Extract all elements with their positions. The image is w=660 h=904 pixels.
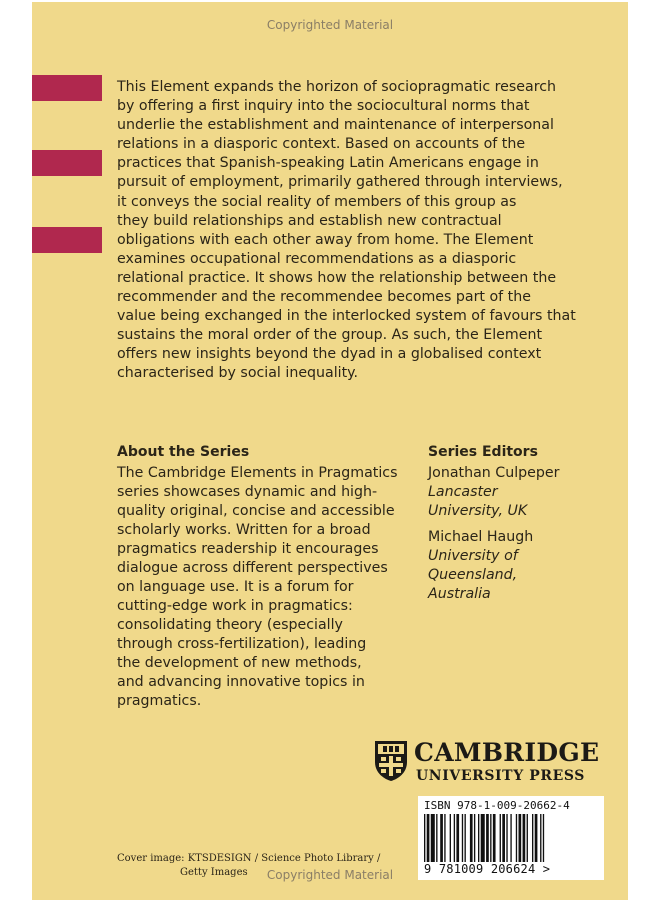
credit-line: Getty Images [180, 867, 248, 878]
blurb-line: by offering a first inquiry into the sociocultural norms that [117, 98, 530, 115]
blurb-line: value being exchanged in the interlocked system of favours that [117, 308, 576, 325]
about-line: pragmatics. [117, 693, 202, 709]
about-line: The Cambridge Elements in Pragmatics [117, 465, 398, 481]
about-line: through cross-fertilization), leading [117, 636, 367, 652]
blurb-line: characterised by social inequality. [117, 365, 359, 382]
blurb-line: they build relationships and establish new contractual [117, 212, 502, 229]
watermark-top: Copyrighted Material [266, 18, 394, 32]
blurb-line: relations in a diasporic context. Based on accounts of the [117, 136, 526, 153]
about-line: consolidating theory (especially [117, 617, 343, 633]
about-line: on language use. It is a forum for [117, 579, 354, 595]
blurb-line: relational practice. It shows how the relationship between the [117, 269, 557, 286]
about-line: the development of new methods, [117, 655, 362, 671]
editor-affiliation: University, UK [428, 503, 528, 519]
back-cover [32, 2, 628, 900]
accent-bar-3 [32, 227, 102, 253]
barcode-bars [424, 814, 598, 862]
about-line: quality original, concise and accessible [117, 503, 395, 519]
about-series-text [117, 464, 417, 711]
about-line: cutting-edge work in pragmatics: [117, 598, 353, 614]
barcode-digits: 9 781009 206624 > [424, 862, 551, 876]
series-editors-heading: Series Editors [428, 444, 538, 460]
about-line: series showcases dynamic and high- [117, 484, 378, 500]
publisher-subtitle: UNIVERSITY PRESS [416, 768, 586, 784]
publisher-name: CAMBRIDGE [414, 738, 600, 767]
blurb-line: This Element expands the horizon of sociopragmatic research [117, 79, 557, 95]
series-editors-list [428, 464, 618, 604]
cambridge-crest-icon [374, 740, 408, 782]
blurb-line: it conveys the social reality of members of this group as [117, 193, 517, 210]
editor-affiliation: Queensland, [428, 567, 518, 583]
accent-bar-1 [32, 75, 102, 101]
about-line: dialogue across different perspectives [117, 560, 388, 576]
editor-name: Jonathan Culpeper [428, 465, 560, 481]
blurb-line: underlie the establishment and maintenance of interpersonal [117, 117, 554, 134]
isbn-label: ISBN 978-1-009-20662-4 [424, 799, 570, 812]
editor-affiliation: Australia [428, 586, 491, 602]
editor-affiliation: University of [428, 548, 518, 564]
credit-line: Cover image: KTSDESIGN / Science Photo Library / [117, 853, 381, 864]
about-line: pragmatics readership it encourages [117, 541, 379, 557]
blurb-line: recommender and the recommendee becomes part of the [117, 289, 531, 306]
blurb-line: obligations with each other away from home. The Element [117, 231, 534, 248]
about-line: scholarly works. Written for a broad [117, 522, 371, 538]
accent-bar-2 [32, 150, 102, 176]
blurb-line: practices that Spanish-speaking Latin Americans engage in [117, 155, 539, 172]
blurb-line: sustains the moral order of the group. As such, the Element [117, 327, 543, 344]
about-line: and advancing innovative topics in [117, 674, 365, 690]
watermark-bottom: Copyrighted Material [266, 868, 394, 882]
blurb-line: examines occupational recommendations as a diasporic [117, 250, 517, 267]
blurb-line: pursuit of employment, primarily gathered through interviews, [117, 174, 563, 191]
editor-affiliation: Lancaster [428, 484, 498, 500]
blurb-text [117, 78, 587, 384]
blurb-line: offers new insights beyond the dyad in a globalised context [117, 346, 542, 363]
editor-name: Michael Haugh [428, 529, 534, 545]
about-series-heading: About the Series [117, 444, 250, 460]
